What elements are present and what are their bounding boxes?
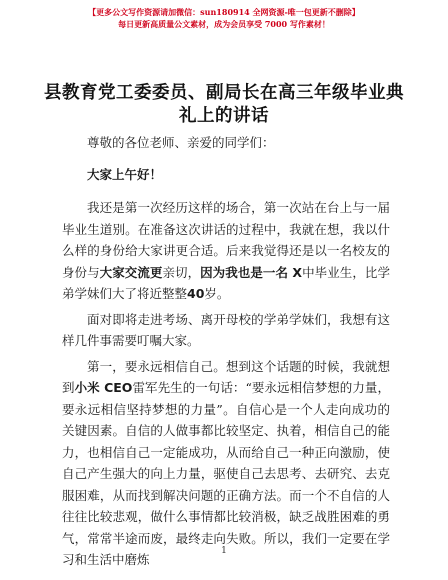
p1-text-a: 我还是第一次经历这样的场合，第一次站在台上与一届毕业生道别。在准备这次讲话的过程中，我就在想，我以什么样的身份给大家讲更合适。后来我觉得还是以一名校友的身份与 — [62, 200, 390, 280]
paragraph-3 — [62, 356, 390, 571]
hello-line: 大家上午好！ — [87, 166, 163, 182]
p3-text-c: 雷军先生的一句话：“要永远相信梦想的力量，要永远相信坚持梦想的力量”。自信心是一个人走向成功的关键因素。自信的人做事都比较坚定、执着，相信自己的能力，也相信自己一定能成功，从而给自己一种正向激励，使自己产生强大的向上力量，驱使自己去思考、去研究、去克服困难，从而找到解决问题的正确方法。而一个不自信的人往往比较悲观，做什么事情都比较消极，缺乏战胜困难的勇气，常常半途而废，最终走向失败。所以，我们一定要在学习和生活中磨炼 — [62, 380, 390, 567]
p1-bold-3: 40 — [187, 286, 205, 301]
p1-bold-2: 因为我也是一名 X — [200, 264, 303, 280]
p3-bold-1: 小米 CEO — [74, 380, 133, 395]
p1-text-e: 岁。 — [204, 286, 230, 301]
promo-banner — [0, 6, 448, 30]
document-body — [62, 132, 390, 575]
banner-line-1: 【更多公文写作资源请加微信：sun180914 全网资源-唯一包更新不删除】 — [88, 7, 360, 17]
banner-line-2: 每日更新高质量公文素材，成为会员享受 7000 写作素材！ — [118, 19, 330, 29]
paragraph-1 — [62, 197, 390, 305]
page-number: 1 — [221, 546, 227, 556]
greeting: 尊敬的各位老师、亲爱的同学们： — [87, 135, 275, 150]
document-title: 县教育党工委委员、副局长在高三年级毕业典礼上的讲话 — [44, 83, 404, 126]
p1-text-d: 中毕业生，比学弟学妹们大了将近整整 — [62, 264, 390, 301]
p3-text-a: 第一，要永远相信自己。想到这个话题的时候，我就想到 — [62, 358, 390, 395]
p1-bold-1: 大家交流更 — [99, 264, 163, 280]
paragraph-2: 面对即将走进考场、离开母校的学弟学妹们，我想有这样几件事需要叮嘱大家。 — [62, 311, 390, 348]
p1-text-c: 亲切， — [162, 264, 201, 280]
